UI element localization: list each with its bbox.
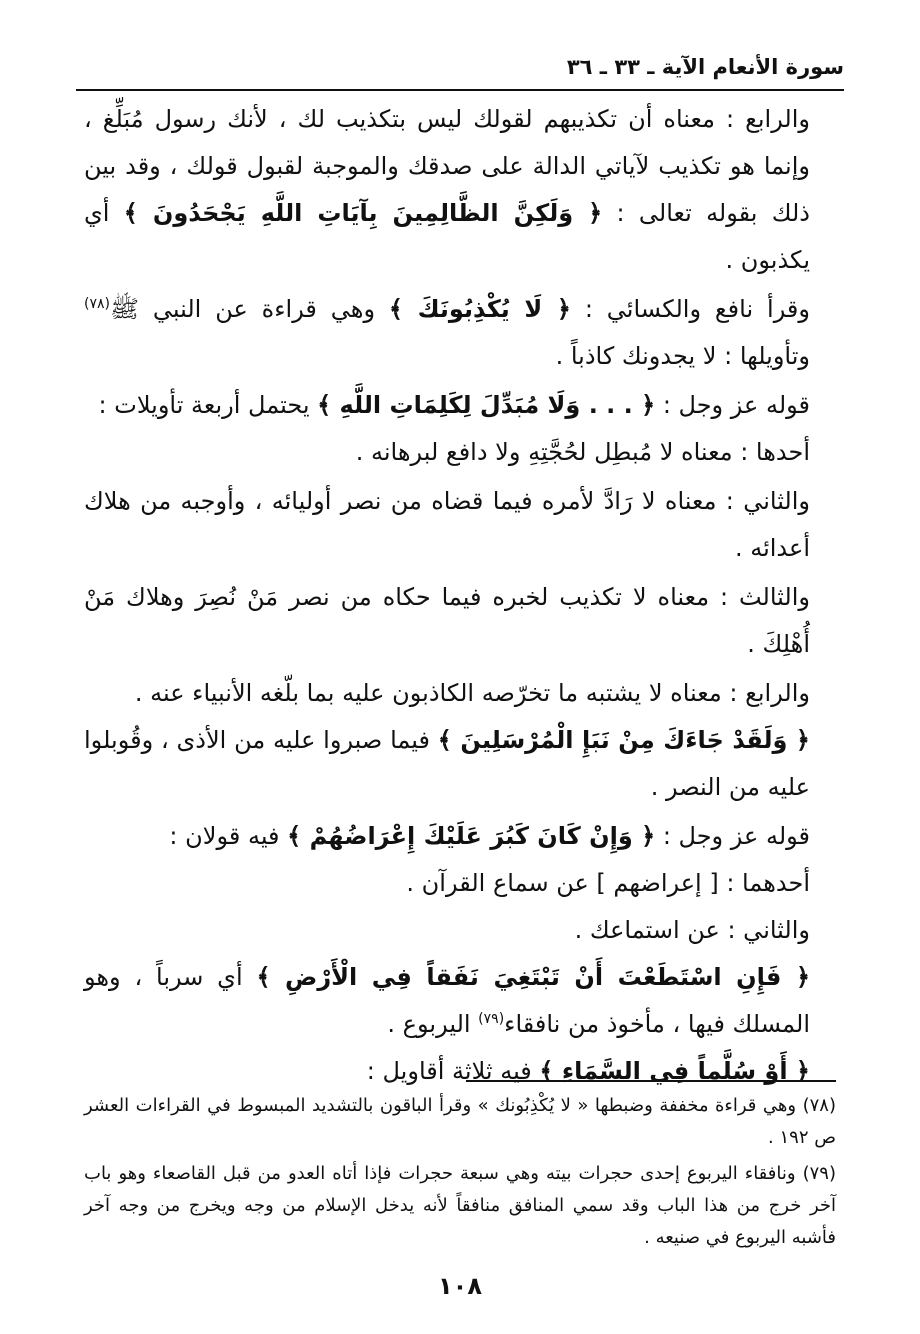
quran-quote: ﴿ فَإِنِ اسْتَطَعْتَ أَنْ تَبْتَغِيَ نَفَقاً فِي الْأَرْضِ ﴾	[256, 963, 810, 991]
paragraph	[84, 1048, 836, 1095]
page-number: ١٠٨	[438, 1272, 482, 1300]
running-title: سورة الأنعام الآية ـ ٣٣ ـ ٣٦	[566, 55, 844, 79]
quran-quote: ﴿ وَإِنْ كَانَ كَبُرَ عَلَيْكَ إِعْرَاضُهُمْ ﴾	[287, 822, 656, 850]
footnote-79	[84, 1158, 836, 1254]
paragraph: والرابع : معناه لا يشتبه ما تخرّصه الكاذبون عليه بما بلّغه الأنبياء عنه .	[134, 679, 810, 707]
paragraph: أحدهما : [ إعراضهم ] عن سماع القرآن .	[406, 869, 810, 897]
footnotes	[84, 1090, 836, 1258]
text-run: أي سرباً ، وهو المسلك فيها ، مأخوذ من نافقاء	[84, 963, 810, 1038]
paragraph: والثاني : معناه لا رَادَّ لأمره فيما قضاه من نصر أوليائه ، وأوجبه من هلاك أعدائه .	[84, 487, 810, 562]
text-run: والرابع : معناه أن تكذيبهم لقولك ليس بتكذيب لك ، لأنك رسول مُبَلِّغ ، وإنما هو تكذيب لآياتي الدالة على صدقك والموجبة لقبول قولك ، وقد بين ذلك بقوله تعالى :	[84, 105, 810, 227]
text-run: يحتمل أربعة تأويلات :	[98, 391, 318, 419]
paragraph: والثالث : معناه لا تكذيب لخبره فيما حكاه من نصر مَنْ نُصِرَ وهلاك مَنْ أُهْلِكَ .	[84, 583, 810, 658]
running-header	[76, 55, 844, 91]
paragraph	[84, 954, 836, 1048]
text-run: وقرأ نافع والكسائي :	[584, 295, 810, 323]
main-text	[84, 96, 836, 1095]
text-run: فيما صبروا عليه من الأذى ، وقُوبلوا عليه من النصر .	[84, 726, 810, 801]
paragraph	[84, 717, 836, 811]
quran-quote: ﴿ أَوْ سُلَّماً فِي السَّمَاءِ ﴾	[539, 1057, 810, 1085]
paragraph	[84, 813, 836, 860]
quran-quote: ﴿ وَلَقَدْ جَاءَكَ مِنْ نَبَإِ الْمُرْسَلِينَ ﴾	[437, 726, 810, 754]
footnote-78: (٧٨) وهي قراءة مخففة وضبطها « لا يُكْذِبُونك » وقرأ الباقون بالتشديد المبسوط في القراءات العشر ص ١٩٢ .	[84, 1095, 836, 1148]
text-run: أي يكذبون .	[84, 199, 810, 274]
text-run: (٧٩) ونافقاء اليربوع إحدى حجرات بيته وهي سبعة حجرات فإذا أتاه العدو من قبل القاصعاء وهو باب	[84, 1163, 836, 1184]
paragraph: أحدها : معناه لا مُبطِل لحُجَّتِهِ ولا دافع لبرهانه .	[355, 438, 810, 466]
text-run: قوله عز وجل :	[662, 391, 810, 419]
footnote-divider	[466, 1080, 836, 1082]
paragraph	[84, 96, 836, 284]
paragraph	[84, 382, 836, 429]
text-run: آخر خرج من هذا الباب وقد سمي المنافق منافقاً لأنه يدخل الإسلام من وجه ويخرج من وجه آخر فأشبه اليربوع في صنيعه .	[84, 1195, 836, 1248]
text-run: وتأويلها : لا يجدونك كاذباً .	[555, 342, 810, 370]
paragraph: والثاني : عن استماعك .	[574, 916, 810, 944]
footnote-ref[interactable]: (٧٨)	[84, 296, 110, 312]
text-run: فيه ثلاثة أقاويل :	[366, 1057, 540, 1085]
footnote-ref[interactable]: (٧٩)	[478, 1011, 505, 1027]
text-run: فيه قولان :	[169, 822, 288, 850]
paragraph	[84, 286, 836, 380]
quran-quote: ﴿ لَا يُكْذِبُونَكَ ﴾	[388, 295, 571, 323]
text-run: وهي قراءة عن النبي ﷺ	[109, 295, 389, 323]
text-run: اليربوع .	[387, 1010, 479, 1038]
text-run: قوله عز وجل :	[662, 822, 810, 850]
quran-quote: ﴿ . . . وَلَا مُبَدِّلَ لِكَلِمَاتِ اللَّهِ ﴾	[317, 391, 656, 419]
quran-quote: ﴿ وَلَكِنَّ الظَّالِمِينَ بِآيَاتِ اللَّهِ يَجْحَدُونَ ﴾	[123, 199, 603, 227]
